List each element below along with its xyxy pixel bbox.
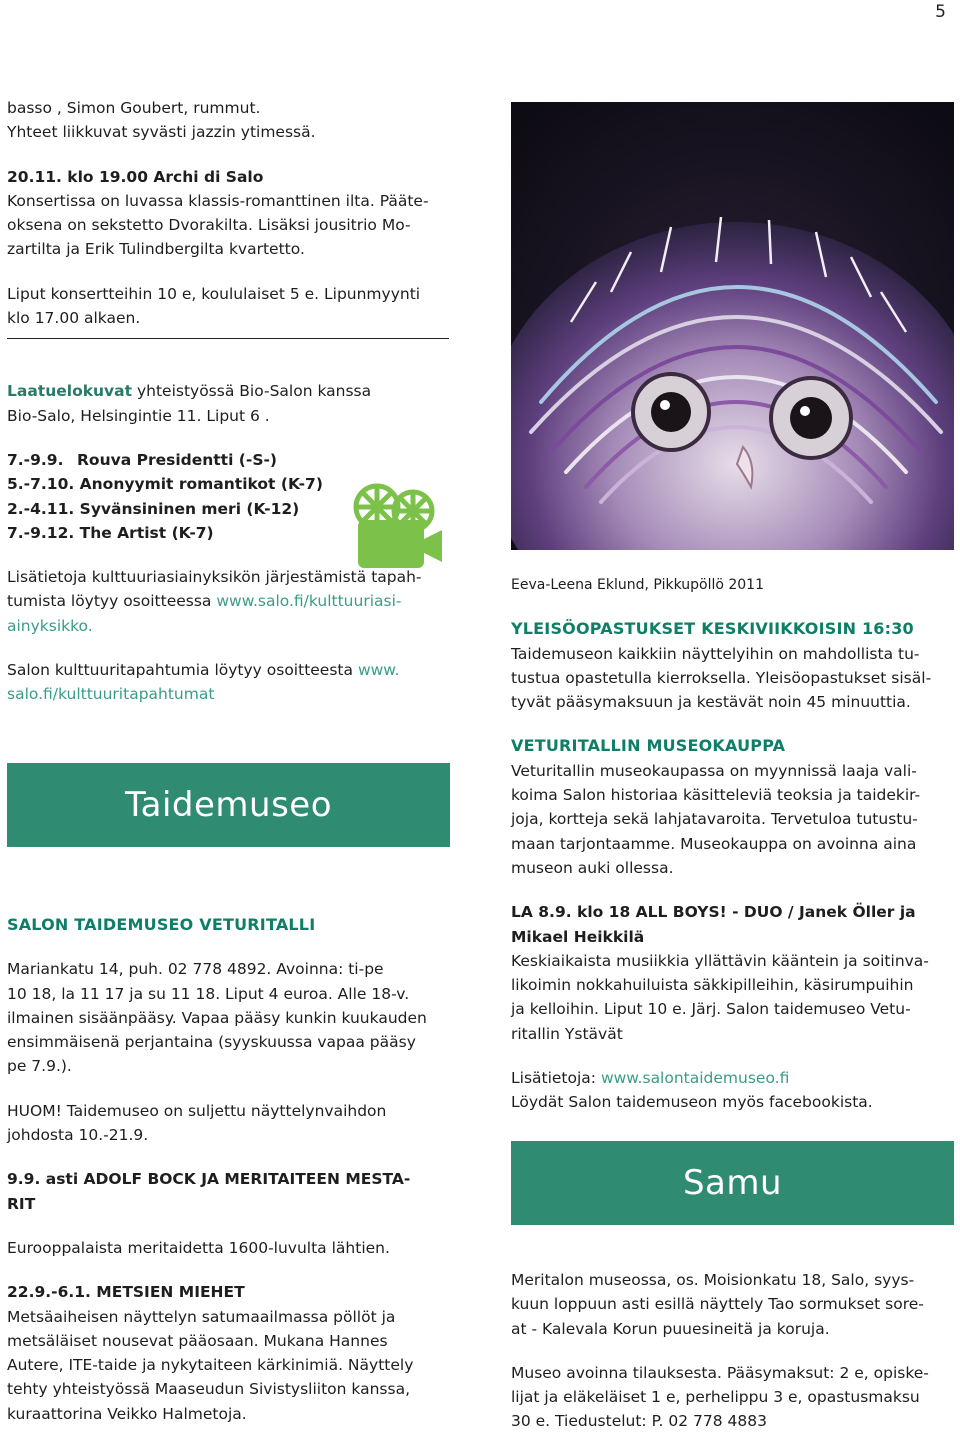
info-line: Lisätietoja kulttuuriasiainyksikön järjestämistä tapah- [7,568,422,587]
film-date: 7.-9.9. [7,450,64,469]
museum-heading: SALON TAIDEMUSEO VETURITALLI [7,915,316,934]
shop-line: koima Salon historiaa käsitteleviä teoksia ja taidekir- [511,786,921,805]
film-camera-icon [352,478,452,578]
film-title: Rouva Presidentti (-S-) [77,450,278,469]
exhibit2-line: metsäläiset nousevat pääosaan. Mukana Hannes [7,1331,388,1350]
facebook-line: Löydät Salon taidemuseon myös facebookista. [511,1093,873,1112]
concert-line: oksena on sekstetto Dvorakilta. Lisäksi jousitrio Mo- [7,216,411,235]
samu-line: Meritalon museossa, os. Moisionkatu 18, Salo, syys- [511,1271,915,1289]
ticket-line: klo 17.00 alkaen. [7,309,141,328]
samu-line: kuun loppuun asti esillä näyttely Tao sormukset sore- [511,1295,924,1314]
samu-line: at - Kalevala Korun puuesineitä ja koruja. [511,1319,830,1338]
intro-line: Yhteet liikkuvat syvästi jazzin ytimessä. [7,123,316,142]
film-series-title: Laatuelokuvat [7,382,133,401]
museum-line: ensimmäisenä perjantaina (syyskuussa vapaa pääsy [7,1033,416,1052]
shop-line: museon auki ollessa. [511,858,674,877]
exhibit1-heading: RIT [7,1194,36,1213]
intro-line: basso , Simon Goubert, rummut. [7,99,261,117]
right-column-lower [511,1268,954,1434]
concert-line: Konsertissa on luvassa klassis-romanttinen ilta. Pääte- [7,191,429,210]
right-column [511,573,954,1115]
film-title: Anonyymit romantikot (K-7) [79,475,323,494]
ticket-line: Liput konsertteihin 10 e, koululaiset 5 e. Lipunmyynti [7,284,421,303]
film-title: The Artist (K-7) [79,523,214,542]
shop-line: joja, kortteja sekä lahjatavaroita. Tervetuloa tutustu- [511,810,918,829]
salon-link[interactable]: www. [357,661,400,680]
museum-website-link[interactable]: www.salontaidemuseo.fi [600,1069,790,1088]
museum-line: 10 18, la 11 17 ja su 11 18. Liput 4 euroa. Alle 18-v. [7,984,410,1003]
museum-line: pe 7.9.). [7,1057,72,1076]
concert-line: zartilta ja Erik Tulindbergilta kvartetto. [7,240,305,259]
film-location: Bio-Salo, Helsingintie 11. Liput 6 . [7,406,270,425]
more-info-label: Lisätietoja: [511,1069,601,1088]
event-line: Keskiaikaista musiikkia yllättävin kääntein ja soitinva- [511,951,929,970]
open-line: lijat ja eläkeläiset 1 e, perhelippu 3 e, opastusmaksu [511,1388,920,1407]
film-date: 5.-7.10. [7,475,75,494]
film-date: 7.-9.12. [7,523,75,542]
info-line: tumista löytyy osoitteessa [7,592,217,611]
page-number: 5 [935,2,946,22]
exhibit2-line: tehty yhteistyössä Maaseudun Sivistysliiton kanssa, [7,1380,410,1399]
shop-line: Veturitallin museokaupassa on myynnissä laaja vali- [511,761,917,780]
tours-line: tyvät pääsymaksuun ja kestävät noin 45 minuuttia. [511,693,911,712]
exhibit2-heading: 22.9.-6.1. METSIEN MIEHET [7,1283,245,1302]
film-date: 2.-4.11. [7,499,75,518]
image-caption: Eeva-Leena Eklund, Pikkupöllö 2011 [511,577,764,593]
event-heading: Mikael Heikkilä [511,927,645,946]
event-heading: LA 8.9. klo 18 ALL BOYS! - DUO / Janek Öller ja [511,903,916,922]
exhibit1-text: Eurooppalaista meritaidetta 1600-luvulta lähtien. [7,1238,390,1257]
shop-heading: VETURITALLIN MUSEOKAUPPA [511,736,786,756]
owl-painting [511,102,954,550]
tours-line: tustua opastetulla kierroksella. Yleisöopastukset sisäl- [511,668,932,687]
samu-banner: Samu [511,1141,954,1225]
exhibit2-line: Metsäaiheisen näyttelyn satumaailmassa pöllöt ja [7,1307,396,1326]
exhibit2-line: kuraattorina Veikko Halmetoja. [7,1404,247,1423]
film-item [7,448,452,472]
museum-line: Mariankatu 14, puh. 02 778 4892. Avoinna: ti-pe [7,960,384,979]
event-line: likoimin nokkahuiluista säkkipilleihin, käsirumpuihin [511,976,914,995]
left-column-lower [7,913,452,1426]
taidemuseo-banner: Taidemuseo [7,763,450,847]
museum-line: ilmainen sisäänpääsy. Vapaa pääsy kunkin kuukauden [7,1008,427,1027]
salon-link-cont[interactable]: salo.fi/kulttuuritapahtumat [7,685,215,704]
info-link[interactable]: www.salo.fi/kulttuuriasi- [216,592,402,611]
huom-line: johdosta 10.-21.9. [7,1126,149,1145]
info-link-cont[interactable]: ainyksikko. [7,616,93,635]
tours-line: Taidemuseon kaikkiin näyttelyihin on mahdollista tu- [511,644,920,663]
huom-line: HUOM! Taidemuseo on suljettu näyttelynvaihdon [7,1101,387,1120]
film-series-intro: yhteistyössä Bio-Salon kanssa [132,382,372,401]
event-line: ritallin Ystävät [511,1024,623,1043]
exhibit2-line: Autere, ITE-taide ja nykytaiteen kärkinimiä. Näyttely [7,1356,414,1375]
film-title: Syvänsininen meri (K-12) [79,499,300,518]
shop-line: maan tarjontaamme. Museokauppa on avoinna aina [511,834,917,853]
open-line: 30 e. Tiedustelut: P. 02 778 4883 [511,1412,767,1431]
left-column [7,96,452,707]
concert-heading: 20.11. klo 19.00 Archi di Salo [7,167,264,186]
tours-heading: YLEISÖOPASTUKSET KESKIVIIKKOISIN 16:30 [511,619,914,639]
open-line: Museo avoinna tilauksesta. Pääsymaksut: 2 e, opiske- [511,1363,929,1382]
salon-line: Salon kulttuuritapahtumia löytyy osoitteesta [7,661,358,680]
event-line: ja kelloihin. Liput 10 e. Järj. Salon taidemuseo Vetu- [511,1000,911,1019]
exhibit1-heading: 9.9. asti ADOLF BOCK JA MERITAITEEN MESTA- [7,1170,411,1189]
